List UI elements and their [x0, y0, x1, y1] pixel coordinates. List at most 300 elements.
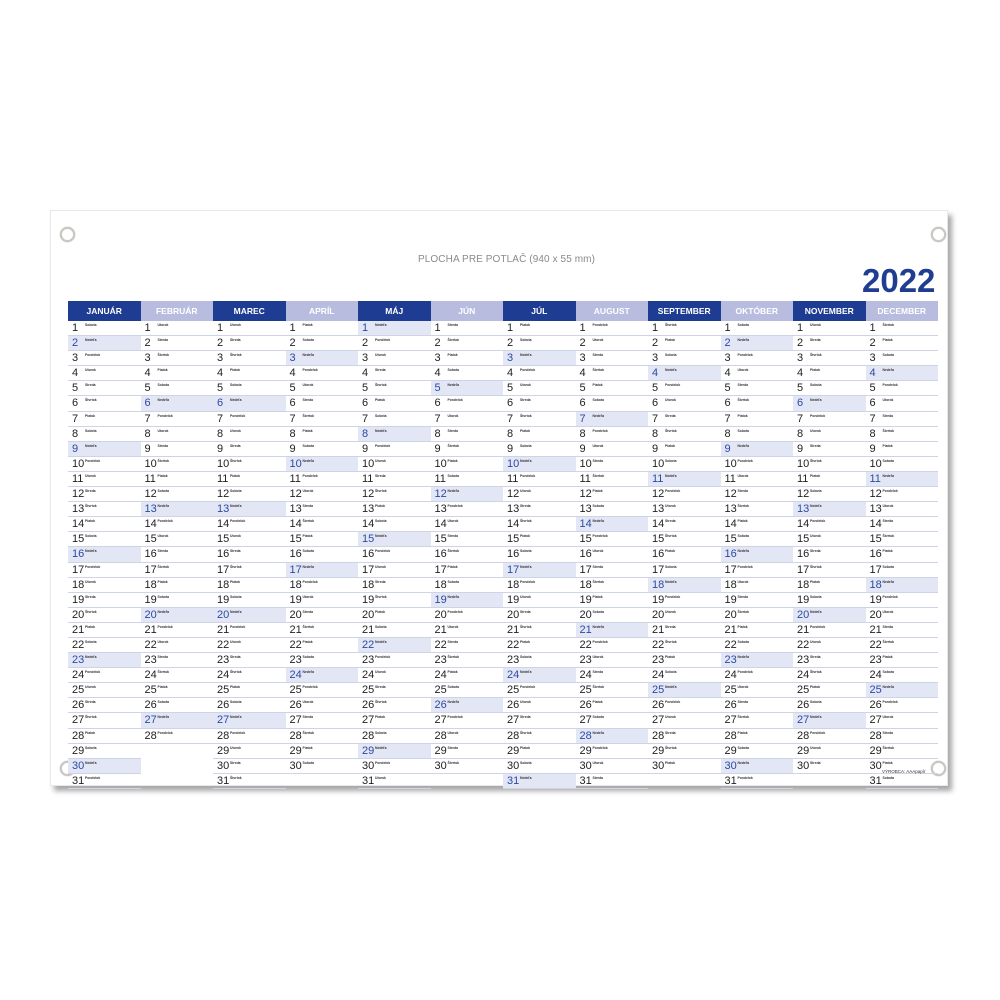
weekday-name: Štvrtok: [375, 594, 387, 599]
day-row: [648, 593, 721, 608]
month-column: [503, 301, 576, 789]
weekday-name: Streda: [810, 549, 821, 554]
day-number: 18: [724, 578, 737, 591]
day-row: [431, 412, 504, 427]
day-number: 17: [434, 563, 447, 576]
weekday-name: Utorok: [230, 534, 241, 539]
weekday-name: Piatok: [520, 323, 531, 327]
day-number: 22: [217, 638, 230, 651]
day-row: [503, 427, 576, 442]
day-number: 26: [217, 699, 230, 712]
day-number: 17: [72, 563, 85, 576]
day-row: [286, 366, 359, 381]
day-number: 4: [217, 367, 224, 380]
weekday-name: Streda: [157, 443, 169, 448]
day-number: 18: [362, 578, 375, 591]
weekday-name: Pondelok: [882, 594, 898, 599]
weekday-name: Utorok: [810, 639, 821, 644]
day-row: [866, 366, 939, 381]
weekday-name: Streda: [230, 760, 241, 765]
weekday-name: Nedeľa: [810, 398, 822, 403]
weekday-name: Pondelok: [302, 473, 318, 478]
day-number: 11: [507, 472, 519, 485]
day-row: [721, 366, 794, 381]
day-row: [793, 578, 866, 593]
weekday-name: Piatok: [85, 624, 96, 629]
day-row: [866, 698, 939, 713]
day-row: [286, 427, 359, 442]
calendar-year: 2022: [862, 262, 936, 299]
day-row: [503, 623, 576, 638]
day-row: [793, 427, 866, 442]
day-number: 30: [289, 759, 302, 772]
day-row: [503, 366, 576, 381]
weekday-name: Nedeľa: [302, 564, 314, 569]
day-number: 23: [507, 654, 520, 667]
weekday-name: Utorok: [157, 323, 169, 327]
day-row: [648, 563, 721, 578]
day-number: 6: [507, 397, 514, 410]
day-number: 9: [507, 442, 514, 455]
day-number: 26: [72, 699, 85, 712]
day-row: [431, 744, 504, 759]
day-number: 29: [72, 744, 85, 757]
month-column: [866, 301, 939, 789]
day-row: [213, 366, 286, 381]
weekday-name: Pondelok: [737, 353, 753, 358]
weekday-name: Streda: [592, 458, 604, 463]
day-number: 18: [579, 578, 592, 591]
weekday-name: Utorok: [592, 655, 604, 660]
day-number: 21: [507, 623, 520, 636]
day-number: 20: [289, 608, 302, 621]
day-row: [866, 412, 939, 427]
weekday-name: Streda: [157, 549, 169, 554]
day-row: [68, 381, 141, 396]
day-number: 1: [144, 322, 151, 334]
day-number: 20: [652, 608, 665, 621]
print-area-label: PLOCHA PRE POTLAČ (940 x 55 mm): [418, 254, 596, 265]
weekday-name: Nedeľa: [230, 715, 242, 720]
day-number: 29: [869, 744, 882, 757]
day-row: [648, 547, 721, 562]
weekday-name: Piatok: [302, 534, 313, 539]
day-row: [141, 336, 214, 351]
day-row: [503, 759, 576, 774]
weekday-name: Piatok: [592, 594, 603, 599]
day-row: [358, 547, 431, 562]
weekday-name: Pondelok: [665, 489, 681, 494]
weekday-name: Nedeľa: [85, 443, 97, 448]
weekday-name: Streda: [302, 504, 314, 509]
day-number: 28: [217, 729, 230, 742]
day-number: 11: [434, 472, 446, 485]
weekday-name: Štvrtok: [375, 383, 387, 388]
day-row: [213, 638, 286, 653]
weekday-name: Streda: [592, 353, 604, 358]
day-number: 31: [579, 774, 592, 787]
day-number: 24: [579, 669, 592, 682]
weekday-name: Nedeľa: [520, 670, 532, 675]
month-header: OKTÓBER: [721, 301, 794, 321]
day-row: [358, 729, 431, 744]
day-row: [286, 547, 359, 562]
weekday-name: Utorok: [230, 323, 241, 327]
weekday-name: Štvrtok: [520, 624, 532, 629]
day-row: [721, 623, 794, 638]
day-row: [68, 638, 141, 653]
day-number: 19: [724, 593, 737, 606]
day-number: 8: [72, 427, 79, 440]
day-row: [358, 668, 431, 683]
day-number: 11: [289, 472, 301, 485]
weekday-name: Nedeľa: [375, 639, 387, 644]
day-number: 23: [289, 654, 302, 667]
day-number: 30: [434, 759, 447, 772]
weekday-name: Nedeľa: [882, 685, 894, 690]
day-row: [358, 683, 431, 698]
weekday-name: Streda: [230, 443, 241, 448]
weekday-name: Sobota: [882, 775, 894, 780]
day-number: 6: [869, 397, 876, 410]
day-number: 2: [797, 337, 804, 350]
weekday-name: Utorok: [882, 398, 894, 403]
day-number: 6: [362, 397, 369, 410]
day-number: 5: [434, 382, 441, 395]
weekday-name: Pondelok: [737, 564, 753, 569]
day-row: [576, 442, 649, 457]
day-number: 16: [72, 548, 85, 561]
weekday-name: Utorok: [230, 428, 241, 433]
weekday-name: Sobota: [592, 715, 604, 720]
day-row: [721, 759, 794, 774]
day-row: [793, 744, 866, 759]
day-number: 28: [652, 729, 665, 742]
day-number: 20: [217, 608, 230, 621]
day-number: 8: [797, 427, 804, 440]
month-column: [68, 301, 141, 789]
weekday-name: Piatok: [447, 670, 458, 675]
day-number: 5: [797, 382, 804, 395]
day-number: 8: [289, 427, 296, 440]
weekday-name: Pondelok: [520, 473, 536, 478]
weekday-name: Štvrtok: [520, 730, 532, 735]
day-number: 4: [869, 367, 876, 380]
day-row: [431, 668, 504, 683]
weekday-name: Utorok: [520, 383, 531, 388]
day-row: [648, 759, 721, 774]
day-row: [721, 517, 794, 532]
day-number: 22: [289, 638, 302, 651]
day-row: [213, 774, 286, 789]
day-row: [503, 668, 576, 683]
month-header: SEPTEMBER: [648, 301, 721, 321]
day-row: [503, 547, 576, 562]
weekday-name: Sobota: [882, 564, 894, 569]
day-row: [358, 774, 431, 789]
day-row: [866, 608, 939, 623]
weekday-name: Piatok: [882, 655, 893, 660]
weekday-name: Streda: [520, 398, 531, 403]
day-row: [866, 396, 939, 411]
day-number: 7: [797, 412, 804, 425]
weekday-name: Štvrtok: [882, 639, 895, 644]
weekday-name: Utorok: [737, 473, 749, 478]
day-row: [213, 472, 286, 487]
day-number: 11: [362, 472, 374, 485]
day-number: 12: [144, 488, 157, 501]
weekday-name: Pondelok: [592, 428, 608, 433]
day-number: 30: [72, 759, 85, 772]
weekday-name: Piatok: [375, 609, 386, 614]
weekday-name: Štvrtok: [447, 443, 460, 448]
day-row: [68, 517, 141, 532]
weekday-name: Streda: [520, 609, 531, 614]
day-row: [141, 351, 214, 366]
day-number: 10: [217, 457, 230, 470]
weekday-name: Streda: [375, 685, 386, 690]
month-header: MAREC: [213, 301, 286, 321]
weekday-name: Streda: [810, 443, 821, 448]
day-row: [68, 759, 141, 774]
weekday-name: Streda: [85, 383, 96, 388]
day-number: 9: [724, 442, 731, 455]
weekday-name: Nedeľa: [375, 323, 387, 327]
day-row: [793, 502, 866, 517]
day-row: [68, 698, 141, 713]
weekday-name: Piatok: [85, 519, 96, 524]
day-row: [866, 381, 939, 396]
day-number: 1: [869, 322, 876, 334]
day-row: [576, 517, 649, 532]
weekday-name: Štvrtok: [737, 398, 750, 403]
day-row: [721, 427, 794, 442]
day-number: 14: [507, 518, 520, 531]
day-number: 1: [797, 322, 804, 334]
day-number: 7: [217, 412, 224, 425]
day-number: 6: [579, 397, 586, 410]
day-row: [503, 578, 576, 593]
weekday-name: Nedeľa: [810, 609, 822, 614]
weekday-name: Nedeľa: [85, 338, 97, 343]
day-number: 24: [72, 669, 85, 682]
weekday-name: Sobota: [882, 353, 894, 358]
day-row: [576, 396, 649, 411]
day-number: 18: [507, 578, 520, 591]
weekday-name: Utorok: [302, 594, 314, 599]
weekday-name: Nedeľa: [737, 443, 749, 448]
day-number: 27: [579, 714, 592, 727]
weekday-name: Pondelok: [882, 700, 898, 705]
weekday-name: Štvrtok: [230, 458, 242, 463]
day-number: 12: [434, 488, 447, 501]
day-number: 4: [362, 367, 369, 380]
day-number: 25: [797, 684, 810, 697]
day-number: 21: [724, 623, 737, 636]
day-number: 15: [869, 533, 882, 546]
weekday-name: Štvrtok: [302, 519, 315, 524]
day-number: 25: [362, 684, 375, 697]
day-row: [793, 668, 866, 683]
day-number: 30: [217, 759, 230, 772]
day-row: [286, 668, 359, 683]
day-row: [358, 427, 431, 442]
day-number: 24: [507, 669, 520, 682]
day-row: [866, 457, 939, 472]
empty-day-row: [141, 774, 214, 789]
day-row: [503, 396, 576, 411]
day-number: 18: [72, 578, 85, 591]
day-number: 18: [217, 578, 230, 591]
day-row: [576, 593, 649, 608]
day-number: 7: [579, 412, 586, 425]
day-row: [431, 381, 504, 396]
day-number: 25: [507, 684, 520, 697]
day-number: 9: [652, 442, 659, 455]
weekday-name: Pondelok: [810, 624, 826, 629]
day-row: [648, 457, 721, 472]
day-row: [648, 472, 721, 487]
month-header: JÚN: [431, 301, 504, 321]
day-number: 15: [579, 533, 592, 546]
day-row: [431, 698, 504, 713]
day-row: [141, 502, 214, 517]
day-number: 5: [724, 382, 731, 395]
day-number: 17: [362, 563, 375, 576]
weekday-name: Sobota: [665, 670, 677, 675]
weekday-name: Pondelok: [810, 519, 826, 524]
day-row: [286, 638, 359, 653]
day-row: [431, 336, 504, 351]
weekday-name: Nedeľa: [810, 715, 822, 720]
weekday-name: Nedeľa: [302, 670, 314, 675]
day-number: 14: [869, 518, 882, 531]
day-number: 6: [217, 397, 224, 410]
day-number: 23: [797, 654, 810, 667]
day-number: 11: [72, 472, 84, 485]
day-row: [721, 653, 794, 668]
day-row: [358, 563, 431, 578]
weekday-name: Piatok: [592, 489, 603, 494]
day-number: 6: [434, 397, 441, 410]
day-number: 1: [434, 322, 441, 334]
weekday-name: Pondelok: [375, 655, 391, 660]
day-row: [358, 608, 431, 623]
day-number: 18: [869, 578, 882, 591]
weekday-name: Streda: [665, 624, 676, 629]
weekday-name: Pondelok: [810, 730, 826, 735]
weekday-name: Štvrtok: [592, 473, 605, 478]
day-number: 29: [724, 744, 737, 757]
day-number: 22: [724, 638, 737, 651]
weekday-name: Štvrtok: [85, 504, 97, 509]
weekday-name: Utorok: [592, 338, 604, 343]
month-header: JANUÁR: [68, 301, 141, 321]
weekday-name: Pondelok: [85, 670, 101, 675]
day-row: [68, 593, 141, 608]
weekday-name: Pondelok: [665, 383, 681, 388]
day-row: [721, 578, 794, 593]
weekday-name: Utorok: [85, 579, 96, 584]
weekday-name: Piatok: [302, 639, 313, 644]
weekday-name: Streda: [447, 534, 459, 539]
day-row: [721, 698, 794, 713]
weekday-name: Streda: [665, 519, 676, 524]
day-row: [213, 336, 286, 351]
day-row: [431, 427, 504, 442]
weekday-name: Nedeľa: [737, 338, 749, 343]
day-number: 3: [507, 352, 514, 365]
weekday-name: Nedeľa: [375, 745, 387, 750]
day-row: [576, 547, 649, 562]
day-row: [503, 638, 576, 653]
day-number: 15: [144, 533, 157, 546]
day-row: [213, 547, 286, 562]
day-number: 21: [72, 623, 85, 636]
weekday-name: Štvrtok: [157, 670, 170, 675]
weekday-name: Utorok: [592, 760, 604, 765]
weekday-name: Sobota: [302, 338, 314, 343]
day-number: 8: [434, 427, 441, 440]
day-row: [213, 729, 286, 744]
day-number: 13: [72, 503, 85, 516]
day-number: 21: [289, 623, 302, 636]
day-number: 9: [217, 442, 224, 455]
day-number: 22: [652, 638, 665, 651]
weekday-name: Sobota: [157, 700, 169, 705]
day-number: 22: [362, 638, 375, 651]
day-row: [866, 729, 939, 744]
day-number: 11: [869, 472, 881, 485]
day-number: 17: [289, 563, 302, 576]
day-row: [648, 744, 721, 759]
day-row: [68, 744, 141, 759]
day-row: [141, 653, 214, 668]
day-row: [141, 578, 214, 593]
day-row: [286, 487, 359, 502]
day-row: [648, 366, 721, 381]
day-row: [793, 593, 866, 608]
day-row: [866, 713, 939, 728]
day-row: [431, 502, 504, 517]
day-number: 10: [362, 457, 375, 470]
weekday-name: Utorok: [882, 504, 894, 509]
day-number: 17: [144, 563, 157, 576]
day-row: [68, 457, 141, 472]
day-number: 27: [652, 714, 665, 727]
weekday-name: Sobota: [737, 745, 749, 750]
day-number: 27: [507, 714, 520, 727]
day-number: 21: [362, 623, 375, 636]
day-number: 4: [144, 367, 151, 380]
day-row: [358, 744, 431, 759]
weekday-name: Utorok: [375, 670, 386, 675]
weekday-name: Streda: [302, 609, 314, 614]
day-row: [431, 729, 504, 744]
day-row: [576, 336, 649, 351]
day-number: 1: [724, 322, 731, 334]
weekday-name: Sobota: [85, 745, 97, 750]
day-row: [793, 623, 866, 638]
day-number: 29: [362, 744, 375, 757]
weekday-name: Sobota: [375, 413, 387, 418]
weekday-name: Streda: [230, 655, 241, 660]
day-row: [68, 336, 141, 351]
day-number: 5: [289, 382, 296, 395]
day-number: 31: [217, 774, 230, 787]
day-number: 24: [652, 669, 665, 682]
day-number: 10: [869, 457, 882, 470]
